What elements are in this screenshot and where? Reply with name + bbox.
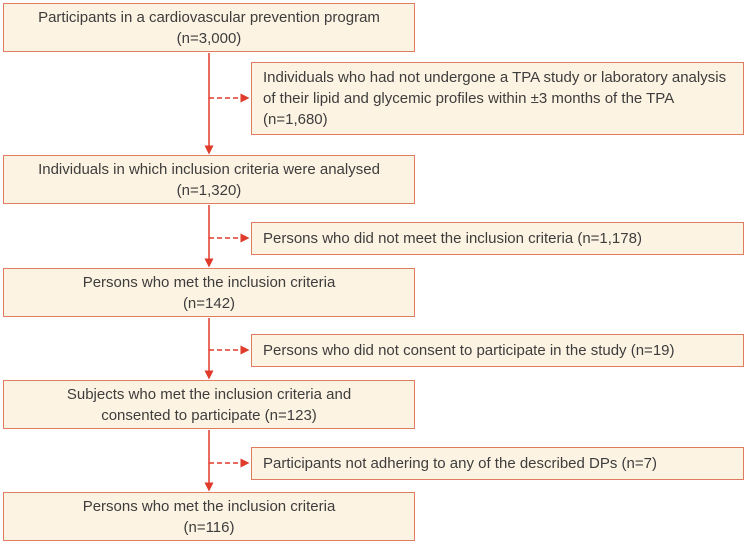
exclusion-text: Persons who did not consent to participate in the study (n=19) xyxy=(263,342,675,359)
flow-box-participants xyxy=(3,3,415,52)
flow-box-met-criteria xyxy=(3,268,415,317)
flow-box-criteria-analysed xyxy=(3,155,415,204)
box-text: Persons who met the inclusion criteria xyxy=(82,273,336,291)
box-text: Participants in a cardiovascular prevention program xyxy=(38,8,380,26)
box-count: consented to participate (n=123) xyxy=(101,406,317,424)
exclusion-box-not-adhering xyxy=(251,447,744,480)
exclusion-box-no-tpa xyxy=(251,62,744,135)
exclusion-text: Persons who did not meet the inclusion criteria (n=1,178) xyxy=(263,230,642,247)
box-count: (n=142) xyxy=(182,294,236,312)
box-text: Persons who met the inclusion criteria xyxy=(82,497,336,515)
box-text: Subjects who met the inclusion criteria and xyxy=(66,385,352,403)
flow-box-consented xyxy=(3,380,415,429)
box-text: Individuals in which inclusion criteria were analysed xyxy=(38,160,380,178)
box-count: (n=3,000) xyxy=(176,29,242,47)
exclusion-text: Individuals who had not undergone a TPA study or laboratory analysis of their lipid and glycemic profiles within ±3 months of the TPA (n=1,680) xyxy=(263,69,727,128)
box-count: (n=116) xyxy=(183,518,235,536)
flow-box-final xyxy=(3,492,415,541)
exclusion-text: Participants not adhering to any of the described DPs (n=7) xyxy=(263,455,657,472)
box-count: (n=1,320) xyxy=(176,181,242,199)
exclusion-box-not-met-criteria xyxy=(251,222,744,255)
exclusion-box-no-consent xyxy=(251,334,744,367)
